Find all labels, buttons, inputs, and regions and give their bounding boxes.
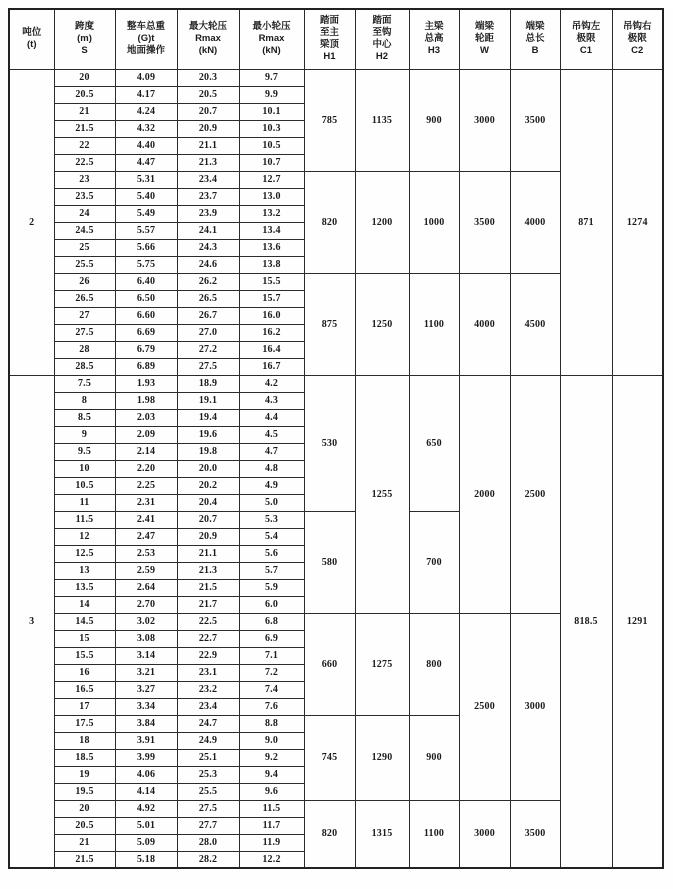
rmax-cell: 19.8 [177, 443, 239, 460]
h3-cell: 800 [409, 613, 459, 715]
rmax-cell: 26.7 [177, 307, 239, 324]
span-cell: 22.5 [54, 154, 115, 171]
rmin-cell: 10.1 [239, 103, 304, 120]
rmax-cell: 20.3 [177, 69, 239, 86]
weight-cell: 2.53 [115, 545, 177, 562]
scanned-spec-sheet-page [0, 8, 673, 889]
span-cell: 14 [54, 596, 115, 613]
header-line: 总高 [424, 33, 444, 45]
rmin-cell: 4.3 [239, 392, 304, 409]
c2-cell: 1274 [612, 69, 663, 375]
span-cell: 15.5 [54, 647, 115, 664]
h2-cell: 1275 [355, 613, 409, 715]
rmin-cell: 4.7 [239, 443, 304, 460]
rmax-cell: 23.2 [177, 681, 239, 698]
rmax-cell: 21.3 [177, 154, 239, 171]
rmin-cell: 11.7 [239, 817, 304, 834]
w-cell: 4000 [459, 273, 510, 375]
weight-cell: 3.34 [115, 698, 177, 715]
weight-cell: 5.75 [115, 256, 177, 273]
header-span [54, 9, 115, 69]
rmin-cell: 5.7 [239, 562, 304, 579]
rmax-cell: 23.7 [177, 188, 239, 205]
rmin-cell: 6.0 [239, 596, 304, 613]
rmax-cell: 24.7 [177, 715, 239, 732]
rmin-cell: 5.6 [239, 545, 304, 562]
rmax-cell: 22.5 [177, 613, 239, 630]
b-cell: 2500 [510, 375, 560, 613]
header-line: W [480, 45, 489, 57]
weight-cell: 5.40 [115, 188, 177, 205]
weight-cell: 5.09 [115, 834, 177, 851]
rmin-cell: 6.9 [239, 630, 304, 647]
weight-cell: 5.57 [115, 222, 177, 239]
header-line: 端梁 [474, 21, 494, 33]
header-h1 [304, 9, 355, 69]
rmin-cell: 9.0 [239, 732, 304, 749]
weight-cell: 6.79 [115, 341, 177, 358]
header-line: 总长 [525, 33, 545, 45]
weight-cell: 2.31 [115, 494, 177, 511]
rmin-cell: 5.3 [239, 511, 304, 528]
rmax-cell: 24.1 [177, 222, 239, 239]
rmin-cell: 15.5 [239, 273, 304, 290]
h2-cell: 1200 [355, 171, 409, 273]
header-line: 整车总重 [126, 21, 165, 33]
span-cell: 7.5 [54, 375, 115, 392]
rmin-cell: 13.2 [239, 205, 304, 222]
weight-cell: 4.14 [115, 783, 177, 800]
span-cell: 14.5 [54, 613, 115, 630]
header-line: 轮距 [474, 33, 494, 45]
rmin-cell: 15.7 [239, 290, 304, 307]
weight-cell: 5.18 [115, 851, 177, 868]
rmax-cell: 25.3 [177, 766, 239, 783]
header-line: S [81, 45, 88, 57]
weight-cell: 5.01 [115, 817, 177, 834]
weight-cell: 6.60 [115, 307, 177, 324]
rmin-cell: 9.9 [239, 86, 304, 103]
header-w [459, 9, 510, 69]
rmin-cell: 4.4 [239, 409, 304, 426]
b-cell: 3500 [510, 69, 560, 171]
span-cell: 28.5 [54, 358, 115, 375]
rmin-cell: 5.9 [239, 579, 304, 596]
c2-cell: 1291 [612, 375, 663, 868]
header-line: Rmax [258, 33, 285, 45]
h1-cell: 785 [304, 69, 355, 171]
rmin-cell: 4.2 [239, 375, 304, 392]
span-cell: 24.5 [54, 222, 115, 239]
rmax-cell: 27.2 [177, 341, 239, 358]
table-row [9, 69, 663, 86]
header-line: (m) [77, 33, 92, 45]
rmin-cell: 4.9 [239, 477, 304, 494]
rmin-cell: 13.6 [239, 239, 304, 256]
rmin-cell: 6.8 [239, 613, 304, 630]
weight-cell: 1.98 [115, 392, 177, 409]
span-cell: 20.5 [54, 817, 115, 834]
rmax-cell: 27.7 [177, 817, 239, 834]
span-cell: 27 [54, 307, 115, 324]
span-cell: 26.5 [54, 290, 115, 307]
weight-cell: 4.32 [115, 120, 177, 137]
c1-cell: 871 [560, 69, 612, 375]
rmax-cell: 19.4 [177, 409, 239, 426]
header-line: 极限 [627, 33, 647, 45]
header-line: 极限 [576, 33, 596, 45]
weight-cell: 2.59 [115, 562, 177, 579]
header-line: H1 [323, 51, 336, 63]
weight-cell: 3.99 [115, 749, 177, 766]
rmax-cell: 22.9 [177, 647, 239, 664]
header-line: 吊钩右 [622, 21, 652, 33]
span-cell: 21 [54, 834, 115, 851]
rmin-cell: 13.4 [239, 222, 304, 239]
span-cell: 16 [54, 664, 115, 681]
span-cell: 22 [54, 137, 115, 154]
b-cell: 4500 [510, 273, 560, 375]
rmin-cell: 11.9 [239, 834, 304, 851]
h1-cell: 820 [304, 800, 355, 868]
rmin-cell: 9.4 [239, 766, 304, 783]
table-header [9, 9, 663, 69]
rmax-cell: 19.6 [177, 426, 239, 443]
w-cell: 3500 [459, 171, 510, 273]
rmax-cell: 21.1 [177, 545, 239, 562]
weight-cell: 3.02 [115, 613, 177, 630]
rmin-cell: 12.7 [239, 171, 304, 188]
weight-cell: 4.40 [115, 137, 177, 154]
rmin-cell: 10.7 [239, 154, 304, 171]
header-rmax [177, 9, 239, 69]
header-line: 吨位 [22, 27, 42, 39]
rmin-cell: 16.0 [239, 307, 304, 324]
header-weight [115, 9, 177, 69]
span-cell: 8 [54, 392, 115, 409]
header-line: 主梁 [424, 21, 444, 33]
rmax-cell: 27.0 [177, 324, 239, 341]
weight-cell: 3.91 [115, 732, 177, 749]
h2-cell: 1315 [355, 800, 409, 868]
span-cell: 12 [54, 528, 115, 545]
w-cell: 2500 [459, 613, 510, 800]
weight-cell: 4.24 [115, 103, 177, 120]
h1-cell: 580 [304, 511, 355, 613]
span-cell: 9 [54, 426, 115, 443]
header-line: H3 [427, 45, 441, 57]
rmin-cell: 5.0 [239, 494, 304, 511]
span-cell: 15 [54, 630, 115, 647]
rmin-cell: 13.0 [239, 188, 304, 205]
rmax-cell: 28.0 [177, 834, 239, 851]
rmin-cell: 16.2 [239, 324, 304, 341]
weight-cell: 3.27 [115, 681, 177, 698]
rmax-cell: 21.5 [177, 579, 239, 596]
w-cell: 2000 [459, 375, 510, 613]
weight-cell: 6.50 [115, 290, 177, 307]
span-cell: 19 [54, 766, 115, 783]
weight-cell: 5.31 [115, 171, 177, 188]
h1-cell: 875 [304, 273, 355, 375]
rmax-cell: 24.9 [177, 732, 239, 749]
span-cell: 18 [54, 732, 115, 749]
rmin-cell: 7.4 [239, 681, 304, 698]
weight-cell: 4.09 [115, 69, 177, 86]
h3-cell: 900 [409, 715, 459, 800]
weight-cell: 2.47 [115, 528, 177, 545]
header-rmin [239, 9, 304, 69]
b-cell: 4000 [510, 171, 560, 273]
span-cell: 10 [54, 460, 115, 477]
rmax-cell: 22.7 [177, 630, 239, 647]
weight-cell: 5.66 [115, 239, 177, 256]
rmin-cell: 9.2 [239, 749, 304, 766]
rmax-cell: 27.5 [177, 800, 239, 817]
weight-cell: 2.03 [115, 409, 177, 426]
span-cell: 23 [54, 171, 115, 188]
rmax-cell: 18.9 [177, 375, 239, 392]
header-line: 至钩 [372, 27, 392, 39]
h3-cell: 650 [409, 375, 459, 511]
header-line: Rmax [195, 33, 221, 45]
header-row [9, 9, 663, 69]
rmax-cell: 23.1 [177, 664, 239, 681]
h1-cell: 745 [304, 715, 355, 800]
header-h3 [409, 9, 459, 69]
span-cell: 13 [54, 562, 115, 579]
tonnage-cell: 2 [9, 69, 54, 375]
rmax-cell: 25.5 [177, 783, 239, 800]
span-cell: 21.5 [54, 851, 115, 868]
rmin-cell: 12.2 [239, 851, 304, 868]
header-line: 最小轮压 [252, 21, 291, 33]
span-cell: 10.5 [54, 477, 115, 494]
weight-cell: 2.20 [115, 460, 177, 477]
header-line: H2 [375, 51, 389, 63]
header-h2 [355, 9, 409, 69]
rmax-cell: 26.5 [177, 290, 239, 307]
rmin-cell: 7.1 [239, 647, 304, 664]
h1-cell: 530 [304, 375, 355, 511]
header-line: 地面操作 [126, 45, 165, 57]
span-cell: 11.5 [54, 511, 115, 528]
table-row [9, 375, 663, 392]
weight-cell: 5.49 [115, 205, 177, 222]
span-cell: 17 [54, 698, 115, 715]
header-line: (kN) [198, 45, 218, 57]
weight-cell: 1.93 [115, 375, 177, 392]
header-line: (kN) [262, 45, 281, 57]
span-cell: 25.5 [54, 256, 115, 273]
h1-cell: 820 [304, 171, 355, 273]
tonnage-cell: 3 [9, 375, 54, 868]
rmax-cell: 25.1 [177, 749, 239, 766]
span-cell: 20 [54, 69, 115, 86]
rmax-cell: 20.9 [177, 120, 239, 137]
rmin-cell: 9.6 [239, 783, 304, 800]
header-line: 至主 [319, 27, 339, 39]
rmin-cell: 13.8 [239, 256, 304, 273]
header-line: 吊钩左 [571, 21, 601, 33]
weight-cell: 6.40 [115, 273, 177, 290]
header-tonnage [9, 9, 54, 69]
weight-cell: 2.25 [115, 477, 177, 494]
rmax-cell: 20.0 [177, 460, 239, 477]
span-cell: 20 [54, 800, 115, 817]
span-cell: 21.5 [54, 120, 115, 137]
weight-cell: 6.69 [115, 324, 177, 341]
h3-cell: 1000 [409, 171, 459, 273]
weight-cell: 2.09 [115, 426, 177, 443]
rmax-cell: 23.4 [177, 698, 239, 715]
header-line: (G)t [137, 33, 155, 45]
header-line: 梁顶 [319, 39, 339, 51]
rmax-cell: 24.3 [177, 239, 239, 256]
h3-cell: 1100 [409, 800, 459, 868]
weight-cell: 4.17 [115, 86, 177, 103]
h2-cell: 1290 [355, 715, 409, 800]
header-line: 跨度 [74, 21, 94, 33]
h2-cell: 1250 [355, 273, 409, 375]
rmax-cell: 21.1 [177, 137, 239, 154]
c1-cell: 818.5 [560, 375, 612, 868]
rmin-cell: 5.4 [239, 528, 304, 545]
h1-cell: 660 [304, 613, 355, 715]
span-cell: 8.5 [54, 409, 115, 426]
header-line: (t) [27, 39, 37, 51]
header-line: 踏面 [319, 15, 339, 27]
table-body [9, 69, 663, 868]
rmax-cell: 19.1 [177, 392, 239, 409]
span-cell: 23.5 [54, 188, 115, 205]
header-line: C1 [579, 45, 593, 57]
header-line: 中心 [372, 39, 392, 51]
b-cell: 3000 [510, 613, 560, 800]
rmax-cell: 24.6 [177, 256, 239, 273]
rmax-cell: 28.2 [177, 851, 239, 868]
span-cell: 12.5 [54, 545, 115, 562]
rmin-cell: 11.5 [239, 800, 304, 817]
header-line: B [531, 45, 539, 57]
header-b [510, 9, 560, 69]
rmin-cell: 4.8 [239, 460, 304, 477]
span-cell: 26 [54, 273, 115, 290]
weight-cell: 2.70 [115, 596, 177, 613]
weight-cell: 3.14 [115, 647, 177, 664]
h2-cell: 1255 [355, 375, 409, 613]
span-cell: 16.5 [54, 681, 115, 698]
span-cell: 13.5 [54, 579, 115, 596]
rmin-cell: 16.4 [239, 341, 304, 358]
h3-cell: 700 [409, 511, 459, 613]
rmax-cell: 27.5 [177, 358, 239, 375]
rmin-cell: 16.7 [239, 358, 304, 375]
header-line: 最大轮压 [188, 21, 227, 33]
span-cell: 11 [54, 494, 115, 511]
weight-cell: 6.89 [115, 358, 177, 375]
weight-cell: 4.47 [115, 154, 177, 171]
weight-cell: 3.84 [115, 715, 177, 732]
h3-cell: 1100 [409, 273, 459, 375]
weight-cell: 4.92 [115, 800, 177, 817]
w-cell: 3000 [459, 69, 510, 171]
rmin-cell: 7.6 [239, 698, 304, 715]
rmax-cell: 20.2 [177, 477, 239, 494]
span-cell: 28 [54, 341, 115, 358]
h3-cell: 900 [409, 69, 459, 171]
weight-cell: 3.08 [115, 630, 177, 647]
rmax-cell: 23.9 [177, 205, 239, 222]
h2-cell: 1135 [355, 69, 409, 171]
rmin-cell: 4.5 [239, 426, 304, 443]
header-c1 [560, 9, 612, 69]
rmax-cell: 20.9 [177, 528, 239, 545]
weight-cell: 2.64 [115, 579, 177, 596]
crane-spec-table [8, 8, 664, 869]
rmin-cell: 10.5 [239, 137, 304, 154]
rmax-cell: 20.4 [177, 494, 239, 511]
header-line: 端梁 [525, 21, 545, 33]
rmin-cell: 10.3 [239, 120, 304, 137]
span-cell: 21 [54, 103, 115, 120]
rmin-cell: 8.8 [239, 715, 304, 732]
header-c2 [612, 9, 663, 69]
rmax-cell: 23.4 [177, 171, 239, 188]
weight-cell: 4.06 [115, 766, 177, 783]
span-cell: 25 [54, 239, 115, 256]
rmax-cell: 20.7 [177, 103, 239, 120]
weight-cell: 2.14 [115, 443, 177, 460]
rmax-cell: 20.7 [177, 511, 239, 528]
span-cell: 19.5 [54, 783, 115, 800]
header-line: C2 [631, 45, 644, 57]
w-cell: 3000 [459, 800, 510, 868]
span-cell: 24 [54, 205, 115, 222]
rmax-cell: 21.3 [177, 562, 239, 579]
span-cell: 27.5 [54, 324, 115, 341]
span-cell: 9.5 [54, 443, 115, 460]
weight-cell: 3.21 [115, 664, 177, 681]
weight-cell: 2.41 [115, 511, 177, 528]
rmax-cell: 20.5 [177, 86, 239, 103]
rmin-cell: 7.2 [239, 664, 304, 681]
header-line: 踏面 [372, 15, 392, 27]
rmin-cell: 9.7 [239, 69, 304, 86]
rmax-cell: 21.7 [177, 596, 239, 613]
rmax-cell: 26.2 [177, 273, 239, 290]
span-cell: 18.5 [54, 749, 115, 766]
span-cell: 17.5 [54, 715, 115, 732]
b-cell: 3500 [510, 800, 560, 868]
span-cell: 20.5 [54, 86, 115, 103]
